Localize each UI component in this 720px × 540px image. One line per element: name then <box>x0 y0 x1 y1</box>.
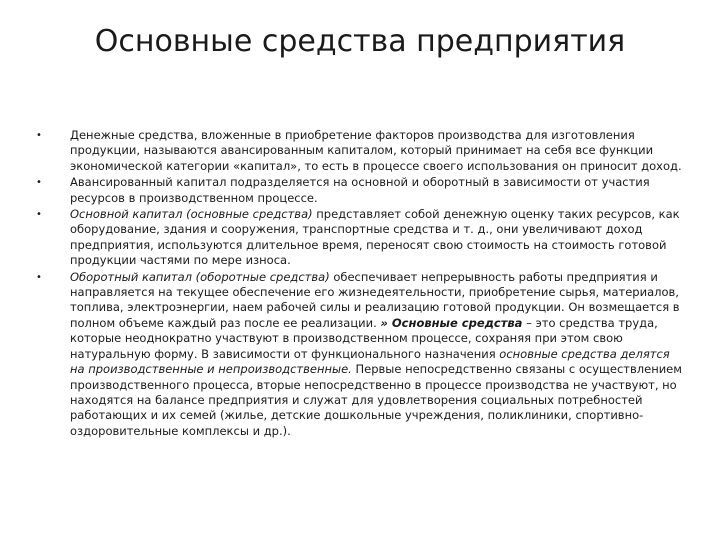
bullet-dot-icon: • <box>36 177 42 189</box>
emphasis-classification: основные средства делятся на производственные и непроизводственные. <box>70 346 670 377</box>
bullet-text: Авансированный капитал подразделяется на основной и оборотный в зависимости от участия ресурсов в производственном процессе. <box>70 175 650 205</box>
bullet-dot-icon: • <box>36 271 42 283</box>
slide-title: Основные средства предприятия <box>94 24 626 59</box>
bullet-list <box>36 128 684 440</box>
term-working-capital: Оборотный капитал (оборотные средства) <box>70 269 330 284</box>
bullet-text: – это средства труда, которые неоднократно участвуют в производственном процессе, сохраняя при этом свою натуральную форму. В зависимости от функционального назначения <box>70 315 658 361</box>
bullet-text: Первые непосредственно связаны с осуществлением производственного процесса, вторые непосредственно в процессе производства не участвуют, но находятся на балансе предприятия и служат для удовлетворения социальных потребностей работающих и их семей (жилье, детские дошкольные учреждения, поликлиники, спортивно-оздоровительные комплексы и др.). <box>70 362 682 438</box>
bullet-dot-icon: • <box>36 209 42 221</box>
bullet-item <box>36 207 684 269</box>
bullet-item <box>36 128 684 174</box>
bullet-item <box>36 175 684 206</box>
term-fixed-capital: Основной капитал (основные средства) <box>70 207 313 222</box>
bullet-text: обеспечивает непрерывность работы предприятия и направляется на текущее обеспечение его жизнедеятельности, приобретение сырья, материалов, топлива, электроэнергии, наем рабочей силы и реализацию готовой продукции. Он возмещается в полном объеме каждый раз после ее реализации. <box>70 269 680 330</box>
term-fixed-assets: » Основные средства <box>380 315 523 330</box>
bullet-item <box>36 270 684 439</box>
bullet-text: Денежные средства, вложенные в приобретение факторов производства для изготовления продукции, называются авансированным капиталом, который принимает на себя все функции экономической категории «капитал», то есть в процессе своего использования он приносит доход. <box>70 128 682 173</box>
bullet-dot-icon: • <box>36 130 42 141</box>
bullet-text: представляет собой денежную оценку таких ресурсов, как оборудование, здания и сооружения, транспортные средства и т. д., они увеличивают доход предприятия, используются длительное время, переносят свою стоимость на стоимость готовой продукции частями по мере износа. <box>70 207 680 268</box>
